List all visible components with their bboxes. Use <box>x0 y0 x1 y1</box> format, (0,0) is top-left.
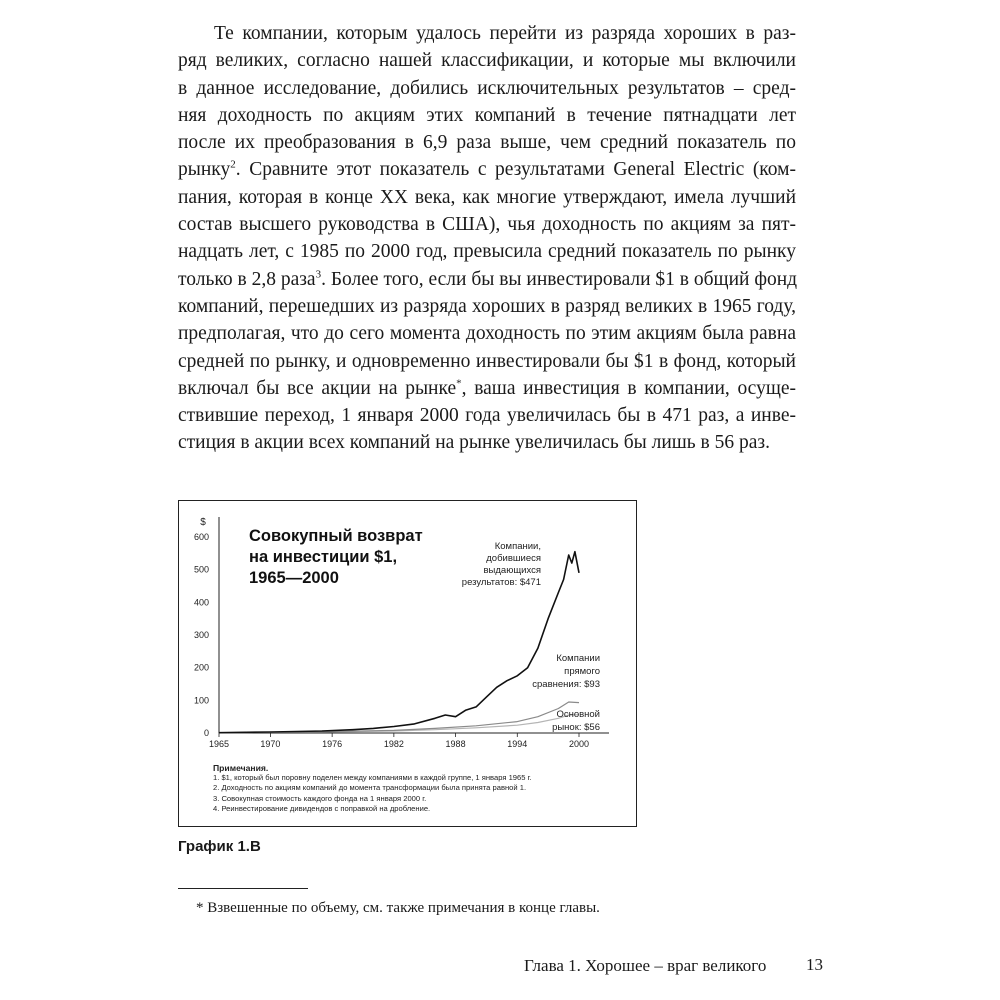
plot-area <box>219 511 629 739</box>
y-tick-label: 100 <box>193 695 209 706</box>
y-tick-label: 200 <box>193 662 209 673</box>
series-label: Основной <box>556 709 600 720</box>
text-line: рынку$^2$. Сравните этот показатель с результатами General Electric (ком- <box>178 158 797 181</box>
note-item: 3. Совокупная стоимость каждого фонда на 1 января 2000 г. <box>213 793 427 803</box>
text-segment: рынку <box>178 159 231 181</box>
x-tick-label: 1970 <box>260 739 281 749</box>
text-segment: Сравните этот показатель с результатами General Electric (ком- <box>249 159 797 181</box>
x-tick-label: 2000 <box>568 739 590 749</box>
y-tick-label: 300 <box>193 630 209 640</box>
y-tick-label: 400 <box>193 597 209 608</box>
series-label: выдающихся <box>483 565 541 576</box>
notes-title: Примечания. <box>213 763 269 773</box>
y-tick-label: 0 <box>203 728 209 738</box>
text-line: компаний, перешедших из разряда хороших в разряд великих в 1965 году, <box>178 295 796 317</box>
text-line: состав высшего руководства в США), чья доходность по акциям за пят- <box>178 214 796 236</box>
series-label: Компании <box>556 653 600 664</box>
x-tick-label: 1988 <box>445 739 466 749</box>
chart-notes <box>213 763 532 814</box>
series-label: добившиеся <box>486 553 541 564</box>
text-segment: включал бы все акции на рынке <box>178 377 457 399</box>
note-item: 2. Доходность по акциям компаний до момента трансформации была принята равной 1. <box>213 783 527 793</box>
figure-caption: График 1.В <box>178 838 261 855</box>
text-line: стиция в акции всех компаний на рынке увеличилась бы лишь в 56 раз. <box>178 432 770 454</box>
y-tick-label: 600 <box>193 532 209 542</box>
text-line: надцать лет, с 1985 по 2000 год, превысила средний показатель по рынку <box>178 241 796 263</box>
footnote: * Взвешенные по объему, см. также примечания в конце главы. <box>196 900 600 916</box>
x-tick-label: 1994 <box>507 739 528 749</box>
text-line: пания, которая в конце XX века, как многие утверждают, имела лучший <box>178 186 796 208</box>
note-item: 1. $1, который был поровну поделен между компаниями в каждой группе, 1 января 1965 г. <box>213 773 532 783</box>
text-line: только в 2,8 раза$^3$. Более того, если бы вы инвестировали $1 в общий фонд <box>178 268 798 290</box>
text-line: после их преобразования в 6,9 раза выше, чем средний показатель по <box>178 132 796 154</box>
note-item: 4. Реинвестирование дивидендов с поправкой на дробление. <box>213 803 431 813</box>
series-label: рынок: $56 <box>552 722 600 733</box>
y-tick-label: 500 <box>193 564 209 575</box>
chart-figure <box>178 500 637 827</box>
text-line: в данное исследование, добились исключительных результатов – сред- <box>178 77 796 99</box>
text-segment: Более того, если бы вы инвестировали $1 в общий фонд <box>330 268 798 290</box>
text-line: средней по рынку, и одновременно инвестировали бы $1 в фонд, который <box>178 350 796 372</box>
text-line: Те компании, которым удалось перейти из разряда хороших в раз- <box>214 23 796 44</box>
footnote-mark: * <box>456 377 462 390</box>
y-axis-label: $ <box>200 517 206 528</box>
text-segment: только в 2,8 раза <box>178 268 316 290</box>
series-label: Компании, <box>494 541 541 552</box>
text-line <box>178 375 796 402</box>
series-label: результатов: $471 <box>461 577 541 588</box>
series-label: прямого <box>564 666 600 677</box>
series-label: сравнения: $93 <box>532 679 600 690</box>
text-line: предполагая, что до сего момента доходность по этим акциям была равна <box>178 323 796 345</box>
page-number: 13 <box>806 955 823 974</box>
text-line: ствившие переход, 1 января 2000 года увеличилась бы в 471 раз, а инве- <box>178 405 796 427</box>
chart-title-line: Совокупный возврат <box>249 527 423 545</box>
x-tick-label: 1982 <box>383 739 404 749</box>
body-paragraph <box>178 20 796 457</box>
chart-title-line: на инвестиции $1, <box>249 548 398 566</box>
chart-title-line: 1965—2000 <box>249 569 339 587</box>
text-segment: , ваша инвестиция в компании, осуще- <box>461 377 796 399</box>
text-line: няя доходность по акциям этих компаний в течение пятнадцати лет <box>178 104 796 126</box>
footnote-mark: 2 <box>230 158 236 171</box>
x-tick-label: 1965 <box>208 739 230 749</box>
text-line: ряд великих, согласно нашей классификации, и которые мы включили <box>178 50 796 72</box>
footnote-divider <box>178 888 308 889</box>
footnote-mark: 3 <box>315 268 322 281</box>
x-tick-label: 1976 <box>322 739 343 749</box>
running-head: Глава 1. Хорошее – враг великого <box>524 956 767 975</box>
